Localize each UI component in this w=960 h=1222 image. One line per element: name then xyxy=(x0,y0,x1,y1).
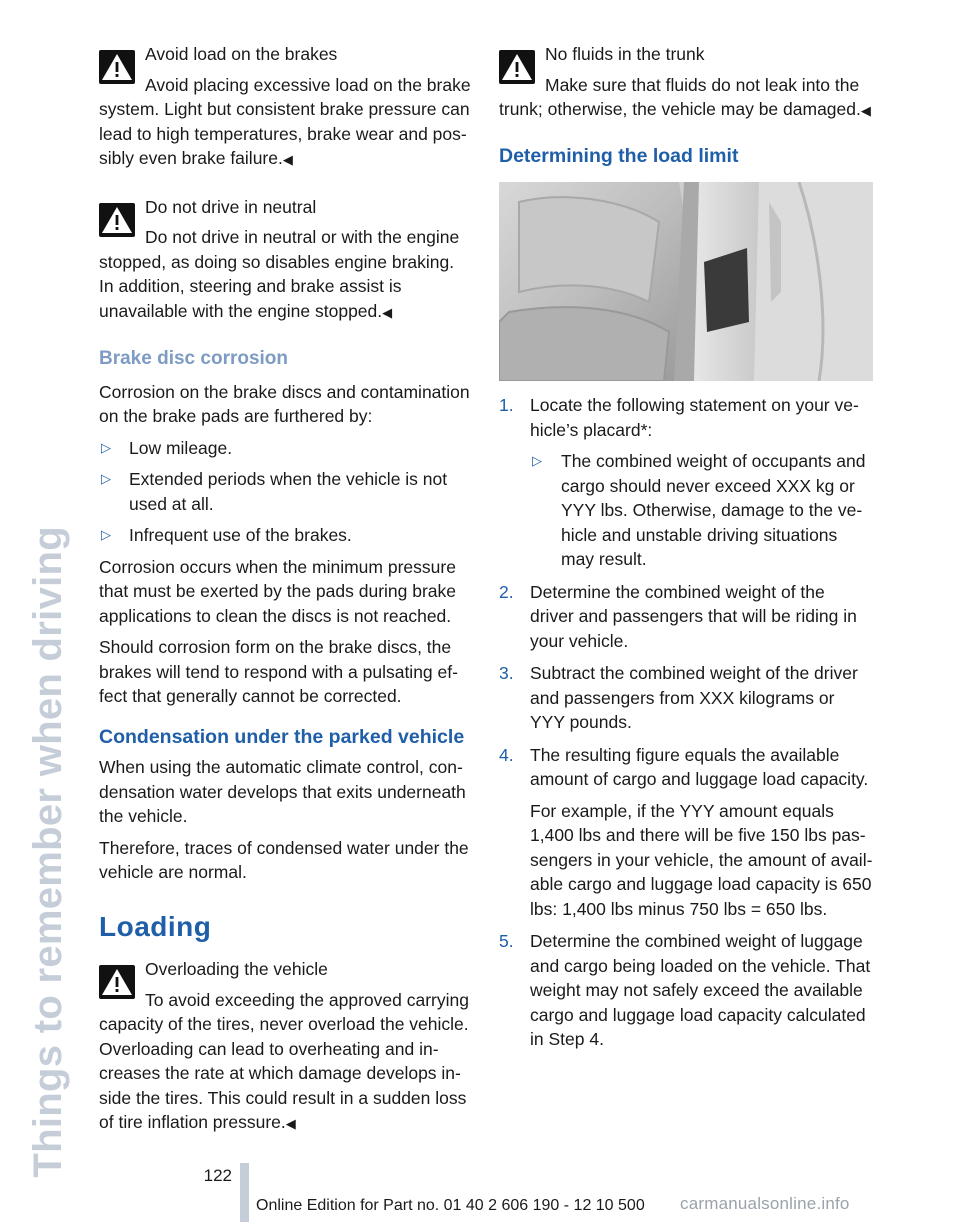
warning-avoid-brake-load xyxy=(99,42,473,173)
chapter-sidebar-title xyxy=(22,48,74,1178)
end-mark-icon: ◀ xyxy=(282,152,293,167)
step-item: 5. Determine the combined weight of luggage and cargo being loaded on the vehicle. That weight may not safely exceed the available cargo and luggage load capacity calculated in Step 4. xyxy=(499,931,871,1049)
warning-neutral xyxy=(99,195,473,326)
warning-title: No fluids in the trunk xyxy=(545,44,705,64)
loading-heading: Loading xyxy=(99,910,212,942)
warning-body: Make sure that fluids do not leak into the trunk; otherwise, the vehicle may be damaged.◀ xyxy=(499,74,871,119)
warning-title: Do not drive in neutral xyxy=(145,196,317,217)
warning-title: Overloading the vehicle xyxy=(145,959,328,979)
end-mark-icon: ◀ xyxy=(285,1116,296,1131)
brake-disc-intro: Corrosion on the brake discs and contamination on the brake pads are furthered by: xyxy=(99,381,470,426)
warning-overloading xyxy=(99,957,473,1137)
condensation-paragraph: When using the automatic climate control, condensation water develops that exits underneath the vehicle. xyxy=(99,757,466,826)
load-limit-heading: Determining the load limit xyxy=(499,144,739,167)
step-number: 4. xyxy=(499,744,514,765)
list-item: ▷ Low mileage. xyxy=(99,436,473,461)
step-number: 5. xyxy=(499,931,514,951)
bullet-arrow-icon: ▷ xyxy=(532,453,542,468)
brake-disc-paragraph: Corrosion occurs when the minimum pressure that must be exerted by the pads during brake applications to clean the discs is not reached. xyxy=(99,556,457,626)
step-item: 2. Determine the combined weight of the driver and passengers that will be riding in your vehicle. xyxy=(499,581,857,651)
brake-disc-heading: Brake disc corrosion xyxy=(99,348,289,369)
chapter-title-text: Things to remember when driving xyxy=(25,526,70,1178)
end-mark-icon: ◀ xyxy=(382,304,393,320)
bullet-arrow-icon: ▷ xyxy=(101,439,111,455)
end-mark-icon: ◀ xyxy=(860,103,871,118)
step-item: 3. Subtract the combined weight of the driver and passengers from XXX kilograms or YYY pounds. xyxy=(499,663,858,732)
step-item: 1. Locate the following statement on your vehicle’s placard*: ▷ The combined weight of occupants and cargo should never exceed XXX kg or YYY lbs. Otherwise, damage to the vehicle and unstable driving situations may result. xyxy=(499,393,873,572)
brake-disc-paragraph: Should corrosion form on the brake discs, the brakes will tend to respond with a pulsating effect that generally cannot be corrected. xyxy=(99,637,458,706)
watermark: carmanualsonline.info xyxy=(680,1194,850,1213)
warning-triangle-icon xyxy=(99,965,135,999)
list-item: ▷ Infrequent use of the brakes. xyxy=(99,523,473,548)
bullet-arrow-icon: ▷ xyxy=(101,471,111,486)
page-number: 122 xyxy=(203,1166,232,1185)
footer-divider xyxy=(240,1163,249,1222)
condensation-heading: Condensation under the parked vehicle xyxy=(99,725,465,748)
list-item: ▷ Extended periods when the vehicle is not used at all. xyxy=(101,469,448,514)
edition-note: Online Edition for Part no. 01 40 2 606 190 - 12 10 500 xyxy=(256,1197,645,1214)
right-column xyxy=(499,42,873,1060)
step-number: 1. xyxy=(499,395,514,415)
door-pillar-placard-photo xyxy=(499,182,873,381)
warning-triangle-icon xyxy=(99,50,135,84)
warning-body: Avoid placing excessive load on the brake system. Light but consistent brake pressure can lead to high temperatures, brake wear and possibly even brake failure.◀ xyxy=(99,74,471,168)
warning-body: Do not drive in neutral or with the engine stopped, as doing so disables engine braking. In addition, steering and brake assist is unavailable with the engine stopped.◀ xyxy=(99,227,460,321)
warning-triangle-icon xyxy=(499,50,535,84)
step-number: 2. xyxy=(499,581,514,602)
warning-triangle-icon xyxy=(99,203,135,237)
load-limit-steps xyxy=(499,393,873,1052)
brake-disc-list xyxy=(99,436,473,548)
step-item: 4. The resulting figure equals the available amount of cargo and luggage load capacity. For example, if the YYY amount equals 1,400 lbs and there will be five 150 lbs passengers in your vehicle, the amount of available cargo and luggage load capacity is 650 lbs: 1,400 lbs minus 750 lbs = 650 lbs. xyxy=(499,744,873,919)
bullet-arrow-icon: ▷ xyxy=(101,527,111,542)
warning-title: Avoid load on the brakes xyxy=(145,44,338,64)
condensation-paragraph: Therefore, traces of condensed water under the vehicle are normal. xyxy=(99,837,469,882)
left-column xyxy=(99,42,473,1159)
warning-body: To avoid exceeding the approved carrying capacity of the tires, never overload the vehicle. Overloading can lead to overheating and increases the rate at which damage develops inside the tires. This could result in a sudden loss of tire inflation pressure.◀ xyxy=(99,989,469,1132)
warning-no-fluids xyxy=(499,42,873,124)
step-number: 3. xyxy=(499,663,514,683)
list-item: ▷ The combined weight of occupants and cargo should never exceed XXX kg or YYY lbs. Otherwise, damage to the vehicle and unstable driving situations may result. xyxy=(532,451,866,569)
